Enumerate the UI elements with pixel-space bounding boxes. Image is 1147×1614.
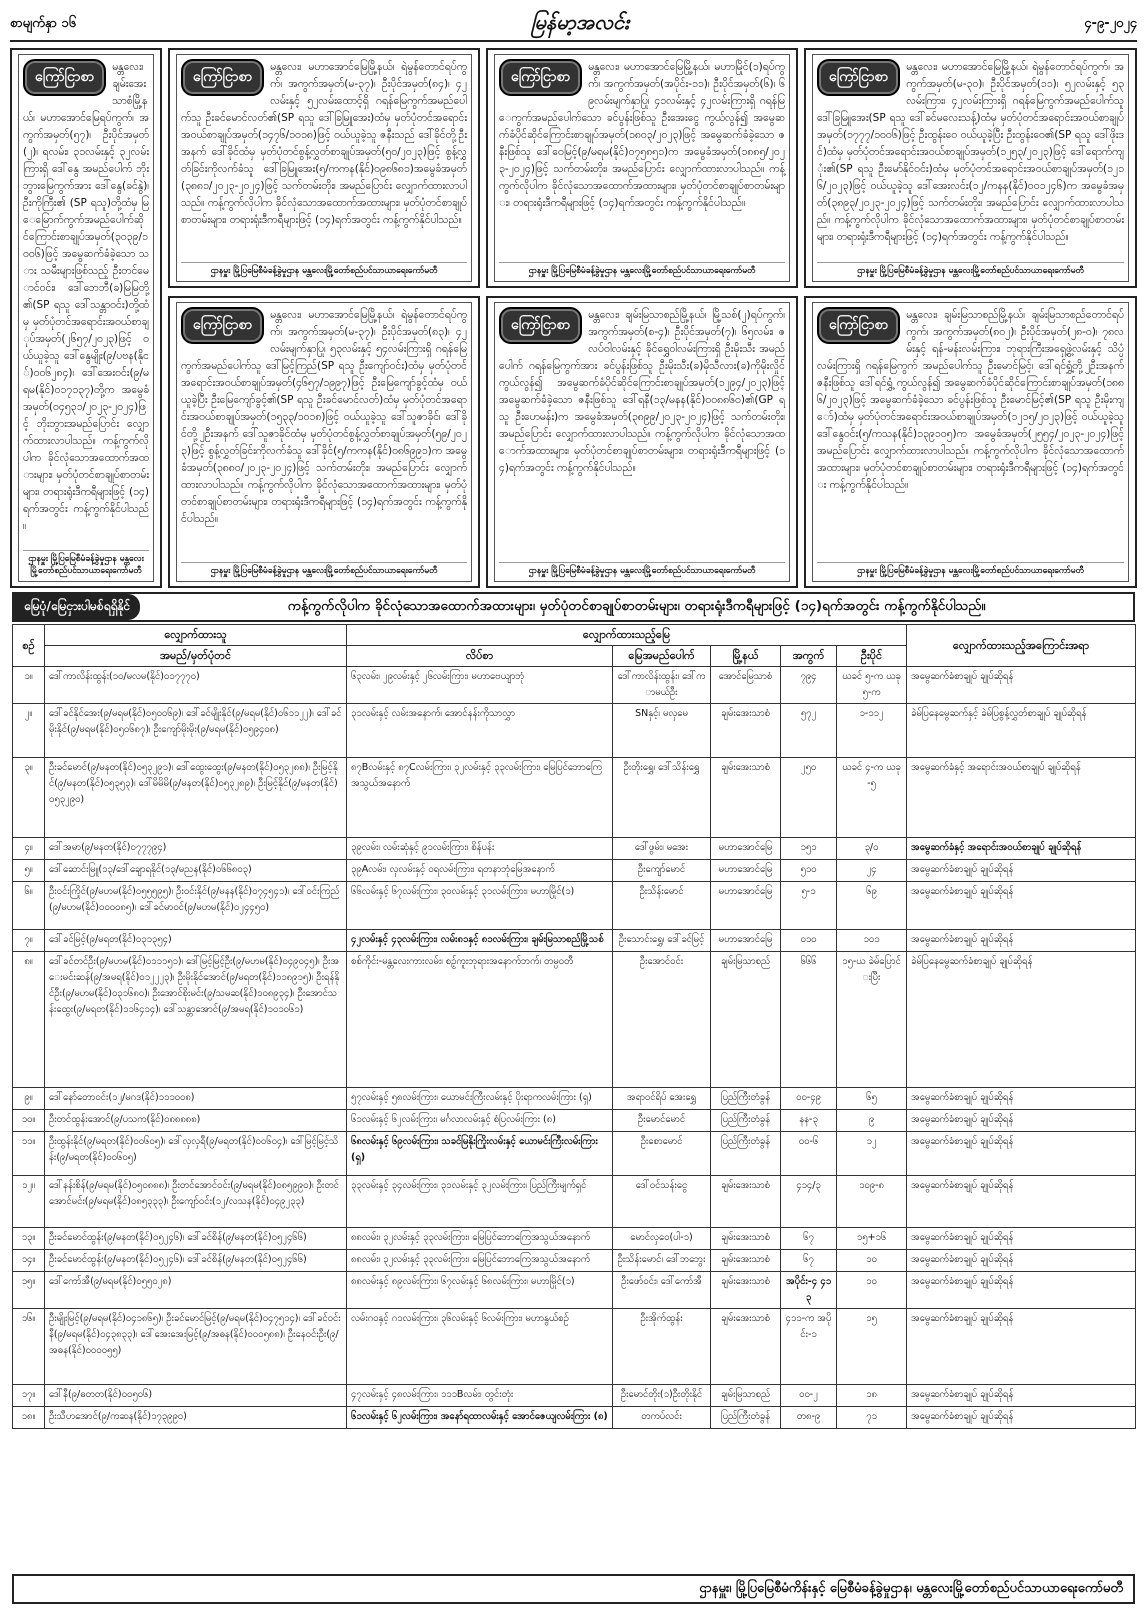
notice-body: မန္တလေး၊ ချမ်းမြသာစည်မြို့နယ်၊ မြို့သစ်(၂)ရပ်ကွက်၊ အကွက်အမှတ်(စ-၄)၊ ဦးပိုင်အမှတ်(၇)၊ ၆၅လမ်း၊ ဇလပ်ဝါလမ်းနှင့် ခိုင်ရွှေဝါလမ်းကြားရှိ ဦးမိုးသီး အမည်ပေါက် ဂရန်မြေကွက်အား ခင်ပွန်းဖြစ်သူ ဦးမိုးသီး(ခ)မိုသီလား(ခ)ကိုမိုးလှိုင် ကွယ်လွန်၍ အမွေဆက်ခံပိုင်ဆိုင်ကြောင်းစာချုပ်အမှတ်(၁၂၉၄/၂၀၂၃)ဖြင့် အမွေဆက်ခံခဲ့သော ဇနီးဖြစ်သူ ဒေါ်ရနီ(၁၃/မနန(နိုင်)၀၀၈၈၆၀)၏(GP ရသူ ဦးဟေမန်း)က အမွေခံအမှတ်(၃၈၉၉/၂၀၂၃-၂၀၂၄)ဖြင့် သက်တမ်းတိုး၊ အမည်ပြောင်း လျှောက်ထားလာပါသည်။ ကန့်ကွက်လိုပါက ခိုင်လုံသောအထောက်အထားများ၊ မှတ်ပုံတင်စာချုပ်စာတမ်းများ၊ တရားရုံးဒီကရီများဖြင့် (၁၄)ရက်အတွင်း ကန့်ကွက်နိုင်ပါသည်။ [499, 309, 785, 474]
land-owner: ဦးသောင်းရွှေ၊ ဒေါ်ခင်မြင့် [613, 930, 711, 952]
notice-footer: ဌာနမှူး မြို့ပြမြေစီမံခန့်ခွဲမှုဌာန မန္တလေးမြို့တော်စည်ပင်သာယာရေးကော်မတီ [499, 262, 785, 278]
row-number: ၁၅။ [13, 1272, 45, 1309]
township: ပြည်ကြီးတံခွန် [711, 1088, 781, 1110]
table-row [13, 1272, 1136, 1309]
col-purpose-header: လျှောက်ထားသည့်အကြောင်းအရာ [907, 625, 1136, 667]
township: ချမ်းအေးသာစံ [711, 758, 781, 838]
page-number: စာမျက်နှာ ၁၆ [10, 15, 77, 31]
land-address: ၃၉Aလမ်း၊ လှလမ်းနှင့် ဝရလမ်းကြား၊ ရတနာဘုံမြေအနောက် [347, 860, 613, 882]
plot-number: ယခင် ၅-က ယခု ၅-က [837, 667, 907, 704]
block-number: နန-၃ [781, 1110, 837, 1132]
issue-date: ၄-၉-၂၀၂၄ [1084, 15, 1137, 31]
row-number: ၅။ [13, 860, 45, 882]
block-number: ၀၀-၄၉ [781, 1088, 837, 1110]
land-address: ၈၈လမ်း၊ ၃၂လမ်းနှင့် ၃၃လမ်းကြား၊ မြေပြင်ဘောကြေအသွယ်အနောက် [347, 1228, 613, 1250]
plot-number: ၆၉ [837, 882, 907, 930]
land-owner: ဦးအိုက်ထွန်း [613, 1309, 711, 1385]
plot-number: ၉ [837, 1110, 907, 1132]
notice-badge: ကြော်ငြာစာ [817, 59, 900, 96]
block-number: ၅၁၀ [781, 860, 837, 882]
township: ချမ်းအေးသာစံ [711, 1309, 781, 1385]
row-number: ၁၂။ [13, 1176, 45, 1228]
col-land-header: လျှောက်ထားသည့်မြေ [347, 625, 907, 646]
notice-badge: ကြော်ငြာစာ [499, 59, 582, 96]
plot-number: ၁၀ [837, 1272, 907, 1309]
notice-badge: ကြော်ငြာစာ [181, 307, 264, 344]
col-no-header: စဉ် [13, 625, 45, 667]
plot-number: ၆၅ [837, 1088, 907, 1110]
land-address: ၃၃လမ်းနှင့် ၃၄လမ်းကြား၊ ၃၁လမ်းနှင့် ၃၂လမ်းကြား၊ ပြည်ကြီးမျက်ရှင် [347, 1176, 613, 1228]
applicant-name: ဒေါ်နီ(၉/ဓတတ(နိုင်)၀၀၅၀၆) [45, 1385, 347, 1407]
land-address: ၈၇Bလမ်းနှင့် ၈၇Cလမ်းကြား၊ ၃၂လမ်းနှင့် ၃၃လမ်းကြား၊ မြေပြင်ဘောကြေအသွယ်အနောက် [347, 758, 613, 838]
col-applicant-header: လျှောက်ထားသူ [45, 625, 347, 646]
application-purpose: အမွေဆက်ခံစာချုပ် ချုပ်ဆိုရန် [907, 1309, 1136, 1385]
table-row [13, 1385, 1136, 1407]
township: ချမ်းအေးသာစံ [711, 1176, 781, 1228]
land-address: စစ်ကိုင်း-မန္တလေးကားလမ်း၊ စဉ့်ကူးဘုရားအနောက်ဘက်၊ တမ္ပဝတီ [347, 952, 613, 1088]
col-township-header: မြို့နယ် [711, 646, 781, 667]
application-purpose: ခဲမ်ပြနေမွေဆက်နှင့် ခဲမ်ပြစွန့်လွှတ်စာချုပ် ချုပ်ဆိုရန် [907, 704, 1136, 758]
row-number: ၉။ [13, 1088, 45, 1110]
application-purpose: အမွေဆက်ခံစာချုပ် ချုပ်ဆိုရန် [907, 1176, 1136, 1228]
plot-number: ၁၈ [837, 1385, 907, 1407]
notice-body: မန္တလေး၊ မဟာအောင်မြေမြို့နယ်၊ ရဲမွန်တောင်ရပ်ကွက်၊ အကွက်အမှတ်(မ-၃၀)၊ ဦးပိုင်အမှတ်(၁၁)၊ ၅၂လမ်းနှင့် ၅၃လမ်းကြား၊ ၄၂လမ်းကြားရှိ ဂရန်မြေကွက်အမည်ပေါက်သူ ဒေါ်ခြမြူအေး(SP ရသူ ဒေါ်ခင်မလေးသန့်)ထံမှ မှတ်ပုံတင်အရောင်းအဝယ်စာချုပ်အမှတ်(၁၇၇၇/၁၀၀၆)ဖြင့် ဦးထွန်းဝေ ဝယ်ယူခဲ့ပြီး ဦးထွန်းဝေ၏(SP ရသူ ဒေါ်ဖိုးဒင်)ထံမှ မှတ်ပုံတင်အရောင်းအဝယ်စာချုပ်အမှတ်(၁၂၅၃/၂၀၂၃)ဖြင့် ဒေါ်ရောက်ကျုံး၏(SP ရသူ ဦးမော်နိုင်ဝင်း)ထံမှ မှတ်ပုံတင်အရောင်းအဝယ်စာချုပ်အမှတ်(၁၂၁၆/၂၀၂၃)ဖြင့် ဝယ်ယူခဲ့သူ ဒေါ်အေးလင်း(၁၂/ကနန(နိုင်)၀၀၁၂၄၆)က အမွေခံအမှတ်(၃၈၉၃/၂၀၂၃-၂၀၂၄)ဖြင့် သက်တမ်းတိုး၊ အမည်ပြောင်း လျှောက်ထားလာပါသည်။ ကန့်ကွက်လိုပါက ခိုင်လုံသောအထောက်အထားများ၊ မှတ်ပုံတင်စာချုပ်စာတမ်းများ၊ တရားရုံးဒီကရီများဖြင့် (၁၄)ရက်အတွင်း ကန့်ကွက်နိုင်ပါသည်။ [817, 61, 1124, 243]
col-name-header: အမည်/မှတ်ပုံတင် [45, 646, 347, 667]
row-number: ၈။ [13, 952, 45, 1088]
block-number: ၅၇၂ [781, 704, 837, 758]
block-number: ၀၀-၂ [781, 1385, 837, 1407]
land-owner: ဒေါ်ဖွမ်း၊ မအေး [613, 838, 711, 860]
table-row [13, 882, 1136, 930]
notice-footer: ဌာနမှူး မြို့ပြမြေစီမံခန့်ခွဲမှုဌာန မန္တလေးမြို့တော်စည်ပင်သာယာရေးကော်မတီ [23, 550, 149, 578]
plot-number: ၁၅-ယ ခဲမ်ပြောင်းပြီး [837, 952, 907, 1088]
notice-7 [804, 296, 1137, 588]
notice-badge: ကြော်ငြာစာ [181, 59, 264, 96]
plot-number: ယခင် ၄-က ယခု-၅ [837, 758, 907, 838]
table-row [13, 1309, 1136, 1385]
land-owner: ဦးဖော်ဝင်း၊ ဒေါ်ကော်အီ [613, 1272, 711, 1309]
row-number: ၁၇။ [13, 1385, 45, 1407]
township: ပြည်ကြီးတံခွန် [711, 1132, 781, 1176]
plot-number: ၁၅ [837, 1309, 907, 1385]
notice-body: မန္တလေး၊ မဟာအောင်မြေမြို့နယ်၊ ရဲမွန်တောင်ရပ်ကွက်၊ အကွက်အမှတ်(မ-၃၇)၊ ဦးပိုင်အမှတ်(၈၄)၊ ၄၂လမ်းနှင့် ၅၂လမ်းထောင့်ရှိ ဂရန်မြေကွက်အမည်ပေါက်သူ ဦးခင်မောင်လတ်၏(SP ရသူ ဒေါ်ခြမြူအေး)ထံမှ မှတ်ပုံတင်အရောင်းအဝယ်စာချုပ်အမှတ်(၁၄၇၆/၁၀၁၈)ဖြင့် ဝယ်ယူခဲ့သူ ဇနီးသည် ဒေါ်ခိုင်တို့ဦးအနက် ဒေါ်ခိုင်ထံမှ မှတ်ပုံတင်စွန့်လွှတ်စာချုပ်အမှတ်(၅၀/၂၀၂၃)ဖြင့် စွန့်လွှတ်ခြင်းကိုလက်ခံသူ ဒေါ်ခြမြူအေး(၅/ကကန(နိုင်)၀၉၈၆၈၁)အမွေခံအမှတ်(၃၈၈၁/၂၀၂၃-၂၀၂၄)ဖြင့် သက်တမ်းတိုး၊ အမည်ပြောင်း လျှောက်ထားလာပါသည်။ ကန့်ကွက်လိုပါက ခိုင်လုံသောအထောက်အထားများ၊ မှတ်ပုံတင်စာချုပ်စာတမ်းများ၊ တရားရုံးဒီကရီများဖြင့် (၁၄)ရက်အတွင်း ကန့်ကွက်နိုင်ပါသည်။ [181, 61, 467, 226]
notice-badge: ကြော်ငြာစာ [23, 59, 106, 96]
block-number: ၅-၁ [781, 882, 837, 930]
plot-number: ၇၁ [837, 1407, 907, 1429]
application-purpose: အမွေဆက်ခံစာချုပ် ချုပ်ဆိုရန် [907, 930, 1136, 952]
land-address: ၆၃လမ်း၊ ၂၉လမ်းနှင့် ၂၆လမ်းကြား၊ မဟာဗေယျာဘုံ [347, 667, 613, 704]
applicant-name: ဒေါ်အမာ(၉/မနတ(နိုင်)၀၇၇၇၉၄) [45, 838, 347, 860]
applicant-name: ဒေါ်ကာလိန်းထွန်း(၁၀/မလမ(နိုင်)၀၁၇၇၇၀) [45, 667, 347, 704]
land-owner: မောင်လှဝေ(ပါ-၁) [613, 1228, 711, 1250]
land-address: ၆၁လမ်းနှင့် ၆၂လမ်းကြား၊ အနော်ရထာလမ်းနှင့် အောင်ဇေယျလမ်းကြား (၈) [347, 1407, 613, 1429]
notice-footer: ဌာနမှူး မြို့ပြမြေစီမံခန့်ခွဲမှုဌာန မန္တလေးမြို့တော်စည်ပင်သာယာရေးကော်မတီ [817, 262, 1124, 278]
notice-3 [486, 48, 798, 288]
table-row [13, 952, 1136, 1088]
notice-body: မန္တလေး၊ ချမ်းအေးသာစံမြို့နယ်၊ မဟာအောင်မြေရပ်ကွက်၊ အကွက်အမှတ်(၅၇)၊ ဦးပိုင်အမှတ်(၂)၊ ရလမ်း၊ ၃၁လမ်းနှင့် ၃၂လမ်းကြားရှိ ဒေါ်နွေ အမည်ပေါက် ဘိုးဘွားမြေကွက်အား ဒေါ်နွေ(ခင်နွဲ)၊ ဦးကိုကြီး၏ (SP ရသူ)တို့ထံမှ မြေမြောက်ကွက်အမည်ပေါက်ဆိုင်ကြောင်းစာချုပ်အမှတ်(၃၀၃၉/၁၀၀၆)ဖြင့် အမွေဆက်ခံခဲ့သော သား သမီးများဖြစ်သည့် ဦးတင်မောင်ဝင်း၊ ဒေါ်ဘေဘီ(ခ)မြမြတို့၏(SP ရသူ ဒေါ်သန္တာဝင်း)တို့ထံမှ မှတ်ပုံတင်အရောင်းအဝယ်စာချုပ်အမှတ်(၂၆၅၇/၂၀၂၃)ဖြင့် ဝယ်ယူခဲ့သူ ဒေါ်နွေမျိုး(၉/ပဗန(နိုင်)၀၀၆၂၈၄)၊ ဒေါ်အေးဝင်း(၉/မရမ(နိုင်)၀၁၇၁၃၇)တို့က အမွေခံအမှတ်(၀၄၅၃၁/၂၀၂၃-၂၀၂၄)ဖြင့် ဘိုးဘွားအမည်ပြောင်း လျှောက်ထားလာပါသည်။ ကန့်ကွက်လိုပါက ခိုင်လုံသောအထောက်အထားများ၊ မှတ်ပုံတင်စာချုပ်စာတမ်းများ၊ တရားရုံးဒီကရီများဖြင့် (၁၄)ရက်အတွင်း ကန့်ကွက်နိုင်ပါသည်။ [23, 61, 149, 532]
applicant-name: ဦးတင်ထွန်းအောင်(၉/ပသက(နိုင်)၀၈၈၈၈၈) [45, 1110, 347, 1132]
applicant-name: ဒေါ်ကော်အီ(၉/မရမ(နိုင်)၀၅၅၀၂၈) [45, 1272, 347, 1309]
applicant-name: ဦးခင်မောင်(၉/မနတ(နိုင်)၀၅၃၂၉၁)၊ ဒေါ်ထွေးထွေး(၉/မနတ(နိုင်)၀၅၃၂၈၈)၊ ဦးမြင့်နိုင်(၉/မနတ(နိုင်)၀၅၃၅၃)၊ ဒေါ်မိမိမိ(၉/မနတ(နိုင်)၀၅၃၂၈၉)၊ ဦးမြင့်နိုင်(၉/မနတ(နိုင်)၀၅၃၂၉၀) [45, 758, 347, 838]
land-owner: SNနှင့်၊ မလှမေ [613, 704, 711, 758]
application-purpose: အမွေဆက်ခံစာချုပ် ချုပ်ဆိုရန် [907, 1385, 1136, 1407]
page-footer [12, 1574, 1135, 1604]
township: ချမ်းအေးသာစံ [711, 704, 781, 758]
table-row [13, 1250, 1136, 1272]
land-address: ၄၂လမ်းနှင့် ၄၃လမ်းကြား၊ လမ်း၈၁နှင့် ၈၁လမ်းကြား၊ ချမ်းမြသာစည်မြို့သစ် [347, 930, 613, 952]
table-row [13, 1088, 1136, 1110]
block-number: ၆၇ [781, 1250, 837, 1272]
township: မဟာအောင်မြေ [711, 882, 781, 930]
row-number: ၂။ [13, 704, 45, 758]
plot-number: ၃/၀ [837, 838, 907, 860]
row-number: ၃။ [13, 758, 45, 838]
land-owner: ဒေါ်ကာလိန်းထွန်း၊ ဒေါ်ကာမယ်ဦး [613, 667, 711, 704]
land-owner: ဦးသိန်းမောင်၊ ဒေါ်ဘဘွေး [613, 1250, 711, 1272]
land-owner: အရာဝင်ရိပ် အေးရွှေ [613, 1088, 711, 1110]
table-body [13, 667, 1136, 1429]
township: ချမ်းအေးသာစံ [711, 1272, 781, 1309]
notice-body: မန္တလေး၊ ချမ်းမြသာစည်မြို့နယ်၊ ချမ်းမြသာစည်တောင်ရပ်ကွက်၊ အကွက်အမှတ်(၈၀၂)၊ ဦးပိုင်အမှတ်(၂၈-ဝ)၊ ၇၈လမ်းနှင့် ရန်-မန်းလမ်းကြား၊ ဘုရားကြီးအရှေ့ဖွဲ့လမ်းနှင့် သိပ္ပံလမ်းကြားရှိ ဂရန်မြေကွက် အမည်ပေါက်သူ ဦးမောင်မြင့်၊ ဒေါ်ရင်ရွှံ့တို့၂ဦးအနက် ဇနီးဖြစ်သူ ဒေါ်ရင်ရွှံ့ ကွယ်လွန်၍ အမွေဆက်ခံပိုင်ဆိုင်ကြောင်းစာချုပ်အမှတ်(၁၈၈၆/၂၀၂၃)ဖြင့် အမွေဆက်ခံခဲ့သော ခင်ပွန်းဖြစ်သူ ဦးမောင်မြင့်၏(SP ရသူ ဦးမိုးကျော်)ထံမှ မှတ်ပုံတင်အရောင်းအဝယ်စာချုပ်အမှတ်(၁၂၁၅/၂၀၂၃)ဖြင့် ဝယ်ယူခဲ့သူ ဒေါ်နွေဝင်း(၅/ကသန(နိုင်)၁၃၉၁၀၅)က အမွေခံအမှတ်(၂၅၅၄/၂၀၂၃-၂၀၂၄)ဖြင့် အမည်ပြောင်း လျှောက်ထားလာပါသည်။ ကန့်ကွက်လိုပါက ခိုင်လုံသောအထောက်အထားများ၊ မှတ်ပုံတင်စာချုပ်စာတမ်းများ၊ တရားရုံးဒီကရီများဖြင့် (၁၄)ရက်အတွင်း ကန့်ကွက်နိုင်ပါသည်။ [817, 309, 1124, 491]
township: ပြည်ကြီးတံခွန် [711, 1407, 781, 1429]
township: မဟာအောင်မြေ [711, 838, 781, 860]
block-number: ၇၉၄ [781, 667, 837, 704]
notice-footer: ဌာနမှူး မြို့ပြမြေစီမံခန့်ခွဲမှုဌာန မန္တလေးမြို့တော်စည်ပင်သာယာရေးကော်မတီ [181, 262, 467, 278]
table-row [13, 1176, 1136, 1228]
table-header-row-1 [13, 625, 1136, 646]
land-address: လမ်းဂဝနှင့် ဂ၁လမ်းကြား၊ ၃၆လမ်းနှင့် ၆လမ်းကြား၊ မဟာနွယ်စဉ် [347, 1309, 613, 1385]
applicant-name: ဒေါ်ခင်နိုင်အေး(၉/မရမ(နိုင်)၀၅၀၀၆၉)၊ ဒေါ်ခင်မျိုးနိုင်(၉/မရမ(နိုင်)၀၆၁၁၂၂)၊ ဒေါ်ခင်မိုးနိုင်(၉/မရမ(နိုင်)၀၅၀၆၈၇)၊ ဦးကျော်မိုးမိုး(၉/မရမ(နိုင်)၀၅၉၄၀၈) [45, 704, 347, 758]
col-plot-header: ဦးပိုင် [837, 646, 907, 667]
land-address: ၆၈လမ်းနှင့် ၆၉လမ်းကြား၊ သခင်မြနိုးကြိုးလမ်းနှင့် ယောမင်းကြီးလမ်းကြား (ရှ) [347, 1132, 613, 1176]
notice-grid [10, 48, 1137, 608]
application-purpose: အမွေဆက်ခံစာချုပ် ချုပ်ဆိုရန် [907, 1272, 1136, 1309]
page-header [10, 8, 1137, 42]
row-number: ၁၄။ [13, 1250, 45, 1272]
block-number: တ၈-၉ [781, 1407, 837, 1429]
table-row [13, 667, 1136, 704]
land-owner: ဦးသိန်းမောင် [613, 882, 711, 930]
applications-table [12, 624, 1136, 1429]
land-address: ၅၇လမ်းနှင့် ၅၈လမ်းကြား၊ ယောမင်းကြီးလမ်းနှင့် ပိုးရာကလမ်းကြား (ရှ) [347, 1088, 613, 1110]
land-owner: ဦးမောင်မောင် [613, 1110, 711, 1132]
land-address: ၄၇လမ်းနှင့် ၄၈လမ်းကြား၊ ၁၁၁Bလမ်း၊ တွင်းတုံး [347, 1385, 613, 1407]
applicant-name: ဦးခင်မောင်ထွန်း(၉/မနတ(နိုင်)၀၅၂၄၆)၊ ဒေါ်ခင်စိန်(၉/မနတ(နိုင်)၀၅၂၄၆၆) [45, 1228, 347, 1250]
banner-text: ကန့်ကွက်လိုပါက ခိုင်လုံသောအထောက်အထားများ၊ မှတ်ပုံတင်စာချုပ်စာတမ်းများ၊ တရားရုံးဒီကရီများဖြင့် (၁၄)ရက်အတွင်း ကန့်ကွက်နိုင်ပါသည်။ [287, 598, 986, 614]
land-owner: ဒေါ်ဝင်သန်းငွေ [613, 1176, 711, 1228]
block-number: ၁၅၁ [781, 838, 837, 860]
notice-body: မန္တလေး၊ မဟာအောင်မြေမြို့နယ်၊ မဟာမြိုင်(၁)ရပ်ကွက်၊ အကွက်အမှတ်(အပိုင်း-၁၁)၊ ဦးပိုင်အမှတ်(၆)၊ ၆၉လမ်းမျက်နှာပြု၊ ၄၁လမ်းနှင့် ၄၂လမ်းကြားရှိ ဂရန်မြေကွက်အမည်ပေါက်သော ခင်ပွန်းဖြစ်သူ ဦးအေးငွေ ကွယ်လွန်၍ အမွေဆက်ခံပိုင်ဆိုင်ကြောင်းစာချုပ်အမှတ်(၁၈၀၃/၂၀၂၃)ဖြင့် အမွေဆက်ခံခဲ့သော ဇနီးဖြစ်သူ ဒေါ်ဝေမြင့်(၉/မရမ(နိုင်)၀၇၅၈၅၁)က အမွေခံအမှတ်(၁၈၈၅/၂၀၂၃-၂၀၂၄)ဖြင့် သက်တမ်းတိုး၊ အမည်ပြောင်း လျှောက်ထားလာပါသည်။ ကန့်ကွက်လိုပါက ခိုင်လုံသောအထောက်အထားများ၊ မှတ်ပုံတင်စာချုပ်စာတမ်းများ၊ တရားရုံးဒီကရီများဖြင့် (၁၄)ရက်အတွင်း ကန့်ကွက်နိုင်ပါသည်။ [499, 61, 785, 209]
table-row [13, 758, 1136, 838]
township: ပြည်ကြီးတံခွန် [711, 1110, 781, 1132]
block-number: ၆၇ [781, 1228, 837, 1250]
objection-banner [12, 592, 1135, 622]
applicant-name: ဦးထွန်းနိုင်(၉/မရတ(နိုင်)၀၀၆၀၅)၊ ဒေါ်လှလှရီ(၉/မရတ(နိုင်)၀၀၆၀၄)၊ ဒေါ်မြင့်မြင့်သိန်း(၉/မရတ(နိုင်)၀၀၆၀၅) [45, 1132, 347, 1176]
col-address-header: လိပ်စာ [347, 646, 613, 667]
block-number: ၂၅၀ [781, 758, 837, 838]
township: ချမ်းအေးသာစံ [711, 1228, 781, 1250]
row-number: ၁၁။ [13, 1132, 45, 1176]
table-row [13, 860, 1136, 882]
application-purpose: အမွေဆက်ခံနှင့် အရောင်းအဝယ်စာချုပ် ချုပ်ဆိုရန် [907, 838, 1136, 860]
block-number: ၆၆၆ [781, 952, 837, 1088]
footer-signature: ဌာနမှူး၊ မြို့ပြမြေစီမံကိန်းနှင့် မြေစီမံခန့်ခွဲမှုဌာန၊ မန္တလေးမြို့တော်စည်ပင်သာယာရေးကော်မတီ [699, 1580, 1123, 1596]
notice-1 [10, 48, 162, 588]
plot-number: ၁၀၉-၈ [837, 1176, 907, 1228]
notice-footer: ဌာနမှူး မြို့ပြမြေစီမံခန့်ခွဲမှုဌာန မန္တလေးမြို့တော်စည်ပင်သာယာရေးကော်မတီ [499, 562, 785, 578]
table-row [13, 1110, 1136, 1132]
notice-footer: ဌာနမှူး မြို့ပြမြေစီမံခန့်ခွဲမှုဌာန မန္တလေးမြို့တော်စည်ပင်သာယာရေးကော်မတီ [181, 562, 467, 578]
application-purpose: ခဲမ်ပြနေမွေဆက်ခံစာချုပ် ချုပ်ဆိုရန် [907, 952, 1136, 1088]
row-number: ၁၀။ [13, 1110, 45, 1132]
land-owner: ဦးကျော်မောင် [613, 860, 711, 882]
row-number: ၁။ [13, 667, 45, 704]
applicant-name: ဒေါ်နန်းစိန်(၉/မရမ(နိုင်)၀၅၀၈၈၈)၊ ဦးတင်အောင်ဝင်း(၉/မရမ(နိုင်)၀၈၅၉၉၀)၊ ဦးတင်အောင်မင်း(၉/မရမ(နိုင်)၀၈၅၃၃၃)၊ ဦးကျော်ဝင်း(၁၂/လသန(နိုင်)၀၄၉၂၃၃) [45, 1176, 347, 1228]
land-address: ၃၉လမ်း၊ လမ်းဆုံနှင့် ၉၁လမ်းကြား၊ စိန်ပန်း [347, 838, 613, 860]
notice-badge: ကြော်ငြာစာ [817, 307, 900, 344]
township: အောင်မြေသာစံ [711, 667, 781, 704]
application-purpose: အမွေဆက်ခံစာချုပ် ချုပ်ဆိုရန် [907, 1132, 1136, 1176]
land-owner: တကပ်လင်း [613, 1407, 711, 1429]
township: ချမ်းအေးသာစံ [711, 1250, 781, 1272]
land-address: ၆၁လမ်းနှင့် ၆၂လမ်းကြား၊ မင်္ဂလာလမ်းနှင့် စံပြလမ်းကြား (၈) [347, 1110, 613, 1132]
land-owner: ဦးအောင်ဝင်း [613, 952, 711, 1088]
application-purpose: အမွေဆက်ခံစာချုပ် ချုပ်ဆိုရန် [907, 1228, 1136, 1250]
table-row [13, 1228, 1136, 1250]
applicant-name: ဦးဝင်းကြိုင်(၉/မဟမ(နိုင်)၀၅၅၅၉၅)၊ ဦးဝင်းနိုင်(၉/မနန(နိုင်)၀၇၄၅၄၁)၊ ဒေါ်ဝင်းကြည်(၉/မဟမ(နိုင်)၀၀၀၀၈၅)၊ ဒေါ်ခင်မာဝင်(၉/မဟမ(နိုင်)၀၂၄၄၅၀) [45, 882, 347, 930]
land-address: ၃၁လမ်းနှင့် လမ်းအနောက်၊ အောင်နန်းကိုသာလွှာ [347, 704, 613, 758]
col-block-header: အကွက် [781, 646, 837, 667]
application-purpose: အမွေဆက်ခံစာချုပ် ချုပ်ဆိုရန် [907, 860, 1136, 882]
col-owner-header: မြေအမည်ပေါက် [613, 646, 711, 667]
plot-number: ၁၂ [837, 1132, 907, 1176]
row-number: ၁၃။ [13, 1228, 45, 1250]
table-row [13, 838, 1136, 860]
application-purpose: အမွေဆက်ခံစာချုပ် ချုပ်ဆိုရန် [907, 667, 1136, 704]
block-number: ၄၁၁-က အပိုင်း-၁ [781, 1309, 837, 1385]
row-number: ၁၈။ [13, 1407, 45, 1429]
land-address: ၆၆လမ်းနှင့် ၆၇လမ်းကြား၊ ၃၀လမ်းနှင့် ၃၁လမ်းကြား၊ မဟာမြိုင်(၁) [347, 882, 613, 930]
plot-number: ၂၄ [837, 860, 907, 882]
notice-5 [168, 296, 480, 588]
notice-badge: ကြော်ငြာစာ [499, 307, 582, 344]
land-address: ၈၈လမ်းနှင့် ၈၉လမ်းကြား၊ ၆၇လမ်းနှင့် ၆၈လမ်းကြား၊ မဟာမြိုင်(၁) [347, 1272, 613, 1309]
applicant-name: ဦးခင်မောင်ထွန်း(၉/မနတ(နိုင်)၀၅၂၄၆)၊ ဒေါ်ခင်စိန်(၉/မနတ(နိုင်)၀၅၂၄၆၆) [45, 1250, 347, 1272]
application-purpose: အမွေဆက်ခံစာချုပ် ချုပ်ဆိုရန် [907, 1088, 1136, 1110]
township: ချမ်းမြသာစည် [711, 952, 781, 1088]
row-number: ၁၆။ [13, 1309, 45, 1385]
table-row [13, 1132, 1136, 1176]
notice-body: မန္တလေး၊ မဟာအောင်မြေမြို့နယ်၊ ရဲမွန်တောင်ရပ်ကွက်၊ အကွက်အမှတ်(မ-၃၇)၊ ဦးပိုင်အမှတ်(၈၃)၊ ၄၂လမ်းမျက်နှာပြု၊ ၅၃လမ်းနှင့် ၅၄လမ်းကြားရှိ ဂရန်မြေကွက်အမည်ပေါက်သူ ဒေါ်မြင့်ကြည်(SP ရသူ ဦးကျော်ဝင်း)ထံမှ မှတ်ပုံတင်အရောင်းအဝယ်စာချုပ်အမှတ်(၄၆၅၇/၁၉၉၇)ဖြင့် ဦးမြေကျော်ခွင့်ထံမှ ဝယ်ယူခဲ့ပြီး ဦးမြေကျော်ခွင့်၏(SP ရသူ ဦးခင်မောင်လတ်)ထံမှ မှတ်ပုံတင်အရောင်းအဝယ်စာချုပ်အမှတ်(၁၅၃၃/၁၀၁၈)ဖြင့် ဝယ်ယူခဲ့သူ ဒေါ်သူဇာခိုင်၊ ဒေါ်ခိုင်တို့၂ဦးအနက် ဒေါ်သူဇာခိုင်ထံမှ မှတ်ပုံတင်စွန့်လွှတ်စာချုပ်အမှတ်(၅၉/၂၀၂၃)ဖြင့် စွန့်လွှတ်ခြင်းကိုလက်ခံသူ ဒေါ်ခိုင်(၅/ကကန(နိုင်)၀၈၆၉၉၁)က အမွေခံအမှတ်(၃၈၈၀/၂၀၂၃-၂၀၂၄)ဖြင့် သက်တမ်းတိုး၊ အမည်ပြောင်း လျှောက်ထားလာပါသည်။ ကန့်ကွက်လိုပါက ခိုင်လုံသောအထောက်အထားများ၊ မှတ်ပုံတင်စာချုပ်စာတမ်းများ၊ တရားရုံးဒီကရီများဖြင့် (၁၄)ရက်အတွင်း ကန့်ကွက်နိုင်ပါသည်။ [181, 309, 467, 525]
applicant-name: ဒေါ်ခင်တင်ဦး(၉/မဟမ(နိုင်)၀၁၁၁၅၁)၊ ဒေါ်မြင့်မြင့်ဦး(၉/မဟမ(နိုင်)၀၄၉၀၄၅)၊ ဦးအေးမင်းဆန်(၉/အမရ(နိုင်)၀၁၂၂၂၃)၊ ဦးမိုးနိုင်အောင်(၉/မရတ(နိုင်)၁၁၈၉၁၅)၊ ဦးရန်နိုင်ဦး(၉/မဟမ(နိုင်)၀၃၁၆၈၀)၊ ဦးအောင်စိုးမင်း(၉/သမဆ(နိုင်)၁၀၈၉၃၄)၊ ဦးအောင်သန်းထွေး(၉/မရတ(နိုင်)၁၁၆၄၁၄)၊ ဒေါ်သန္တာအောင်(၉/အမရ(နိုင်)၁၀၁၀၆၁) [45, 952, 347, 1088]
plot-number: ၁၀ [837, 1250, 907, 1272]
application-purpose: အမွေဆက်ခံစာချုပ် ချုပ်ဆိုရန် [907, 882, 1136, 930]
application-purpose: အမွေဆက်ခံစာချုပ် ချုပ်ဆိုရန် [907, 1110, 1136, 1132]
applicant-name: ဒေါ်နော်တောဝင်း(၁၂/မဂဒ(နိုင်)၁၁၁၀၀၈) [45, 1088, 347, 1110]
application-purpose: အမွေဆက်ခံနှင့် အရောင်းအဝယ်စာချုပ် ချုပ်ဆိုရန် [907, 758, 1136, 838]
row-number: ၇။ [13, 930, 45, 952]
block-number: ၄၁၄/၃ [781, 1176, 837, 1228]
plot-number: ၁၅+၁၆ [837, 1228, 907, 1250]
row-number: ၆။ [13, 882, 45, 930]
notice-2 [168, 48, 480, 288]
township: မဟာအောင်မြေ [711, 860, 781, 882]
application-purpose: အမွေဆက်ခံစာချုပ် ချုပ်ဆိုရန် [907, 1407, 1136, 1429]
township: မဟာအောင်မြေ [711, 930, 781, 952]
applicant-name: ဦးသီဟအောင်(၉/ကဆန(နိုင်)၁၇၃၉၉၀) [45, 1407, 347, 1429]
block-number: ၀၀-၆ [781, 1132, 837, 1176]
banner-label: မြေပုံ/မြေငှားပါမစ်ရရှိနိုင် [14, 594, 140, 620]
masthead-logo: မြန်မာ့အလင်း [531, 10, 630, 34]
land-address: ၈၈လမ်း၊ ၃၂လမ်းနှင့် ၃၃လမ်းကြား၊ မြေပြင်ဘောကြေအသွယ်အနောက် [347, 1250, 613, 1272]
land-owner: ဦးစောမောင် [613, 1132, 711, 1176]
block-number: ၀၁၀ [781, 930, 837, 952]
township: ချမ်းမြသာစည် [711, 1385, 781, 1407]
row-number: ၄။ [13, 838, 45, 860]
notice-4 [804, 48, 1137, 288]
block-number: အပိုင်း-၄ ၄၁၃ [781, 1272, 837, 1309]
plot-number: ၁-၁၁၂ [837, 704, 907, 758]
notice-6 [486, 296, 798, 588]
table-row [13, 704, 1136, 758]
applicant-name: ဒေါ်ဆောင်းမြူ(၁၃/ဒေါ်ချောရနိုင်(၁၃/မညန(နိုင်)၀၆၆၈၀၃) [45, 860, 347, 882]
applicant-name: ဒေါ်ခင်မြင့်(၉/မရတ(နိုင်)၀၃၁၃၅၄) [45, 930, 347, 952]
plot-number: ၁၀၁ [837, 930, 907, 952]
notice-footer: ဌာနမှူး မြို့ပြမြေစီမံခန့်ခွဲမှုဌာန မန္တလေးမြို့တော်စည်ပင်သာယာရေးကော်မတီ [817, 562, 1124, 578]
application-purpose: အမွေဆက်ခံစာချုပ် ချုပ်ဆိုရန် [907, 1250, 1136, 1272]
applicant-name: ဦးမျိုးမြင့်(၉/မရမ(နိုင်)၀၄၁၈၆၅)၊ ဦးခင်မောင်မြင့်(၉/မရမ(နိုင်)၀၄၇၅၁၄)၊ ဒေါ်ခင်ဝင်းနီ(၉/မရမ(နိုင်)၀၄၃၈၃၃)၊ ဒေါ်အေးအေးမြင့်(၉/အဓန(နိုင်)၀၀၀၅၈၈)၊ ဦးနေဝင်းဦး(၉/အဓန(နိုင်)၀၀၀၀၅၅) [45, 1309, 347, 1385]
table-row [13, 930, 1136, 952]
table-row [13, 1407, 1136, 1429]
land-owner: ဦးမောင်တိုး(၁)ဦးတိုးနိုင် [613, 1385, 711, 1407]
land-owner: ဦးတိုးရွှေ၊ ဒေါ်သိန်းရွှေ [613, 758, 711, 838]
